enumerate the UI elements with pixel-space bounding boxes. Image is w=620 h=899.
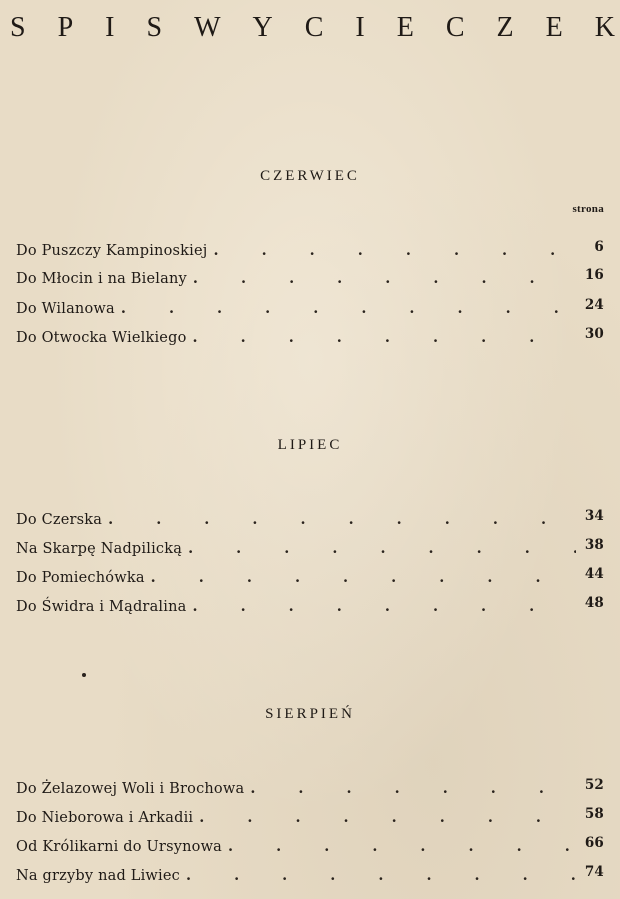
toc-entry[interactable] xyxy=(16,836,604,858)
entry-title: Do Wilanowa xyxy=(16,301,115,317)
entry-page-number: 24 xyxy=(584,297,604,313)
entry-page-number: 30 xyxy=(584,326,604,342)
entry-title: Do Czerska xyxy=(16,512,103,528)
dot-leader xyxy=(192,596,576,618)
entry-page-number: 16 xyxy=(584,267,604,283)
toc-entry[interactable] xyxy=(16,538,604,560)
page-column-label: strona xyxy=(572,203,604,215)
entry-page-number: 74 xyxy=(584,864,604,880)
dot-leader xyxy=(193,327,576,349)
dot-leader xyxy=(199,807,576,829)
toc-entry[interactable] xyxy=(16,240,604,262)
title-letter: P xyxy=(57,12,74,43)
entry-title: Do Młocin i na Bielany xyxy=(16,271,187,287)
entry-page-number: 34 xyxy=(584,508,604,524)
title-letter: I xyxy=(355,12,365,43)
entry-title: Na grzyby nad Liwiec xyxy=(16,868,180,884)
dot-leader xyxy=(121,298,576,320)
entry-title: Do Otwocka Wielkiego xyxy=(16,330,187,346)
title-letter: E xyxy=(545,12,563,43)
entry-title: Do Pomiechówka xyxy=(16,570,145,586)
dot-leader xyxy=(188,538,576,560)
dot-leader xyxy=(250,778,576,800)
entry-page-number: 44 xyxy=(584,566,604,582)
toc-entry[interactable] xyxy=(16,298,604,320)
dot-leader xyxy=(228,836,576,858)
section-heading-lipiec: LIPIEC xyxy=(277,437,343,453)
entry-page-number: 38 xyxy=(584,537,604,553)
ink-speck xyxy=(82,673,86,677)
toc-entry[interactable] xyxy=(16,807,604,829)
title-letter: I xyxy=(105,12,115,43)
entry-title: Na Skarpę Nadpilicką xyxy=(16,541,183,557)
entry-page-number: 6 xyxy=(594,239,604,255)
title-letter: C xyxy=(304,12,324,43)
dot-leader xyxy=(213,240,576,262)
title-letter: Z xyxy=(496,12,514,43)
entry-title: Do Nieborowa i Arkadii xyxy=(16,810,194,826)
toc-entry[interactable] xyxy=(16,567,604,589)
title-letter: S xyxy=(10,12,26,43)
title-letter: K xyxy=(594,12,615,43)
title-letter: Y xyxy=(252,12,273,43)
dot-leader xyxy=(151,567,576,589)
section-heading-czerwiec: CZERWIEC xyxy=(260,168,360,184)
toc-entry[interactable] xyxy=(16,327,604,349)
title-letter: S xyxy=(146,12,163,43)
toc-entry[interactable] xyxy=(16,778,604,800)
toc-entry[interactable] xyxy=(16,509,604,531)
section-heading-sierpien: SIERPIEŃ xyxy=(265,706,355,722)
toc-entry[interactable] xyxy=(16,865,604,887)
entry-page-number: 58 xyxy=(584,806,604,822)
entry-page-number: 66 xyxy=(584,835,604,851)
dot-leader xyxy=(193,268,576,290)
entry-title: Do Żelazowej Woli i Brochowa xyxy=(16,781,245,797)
title-letter: E xyxy=(396,12,414,43)
title-letter: C xyxy=(445,12,465,43)
entry-title: Od Królikarni do Ursynowa xyxy=(16,839,223,855)
toc-entry[interactable] xyxy=(16,596,604,618)
entry-page-number: 52 xyxy=(584,777,604,793)
page-title xyxy=(10,14,615,42)
dot-leader xyxy=(108,509,576,531)
entry-page-number: 48 xyxy=(584,595,604,611)
toc-entry[interactable] xyxy=(16,268,604,290)
dot-leader xyxy=(186,865,576,887)
entry-title: Do Świdra i Mądralina xyxy=(16,599,187,615)
entry-title: Do Puszczy Kampinoskiej xyxy=(16,243,208,259)
title-letter: W xyxy=(194,12,221,43)
